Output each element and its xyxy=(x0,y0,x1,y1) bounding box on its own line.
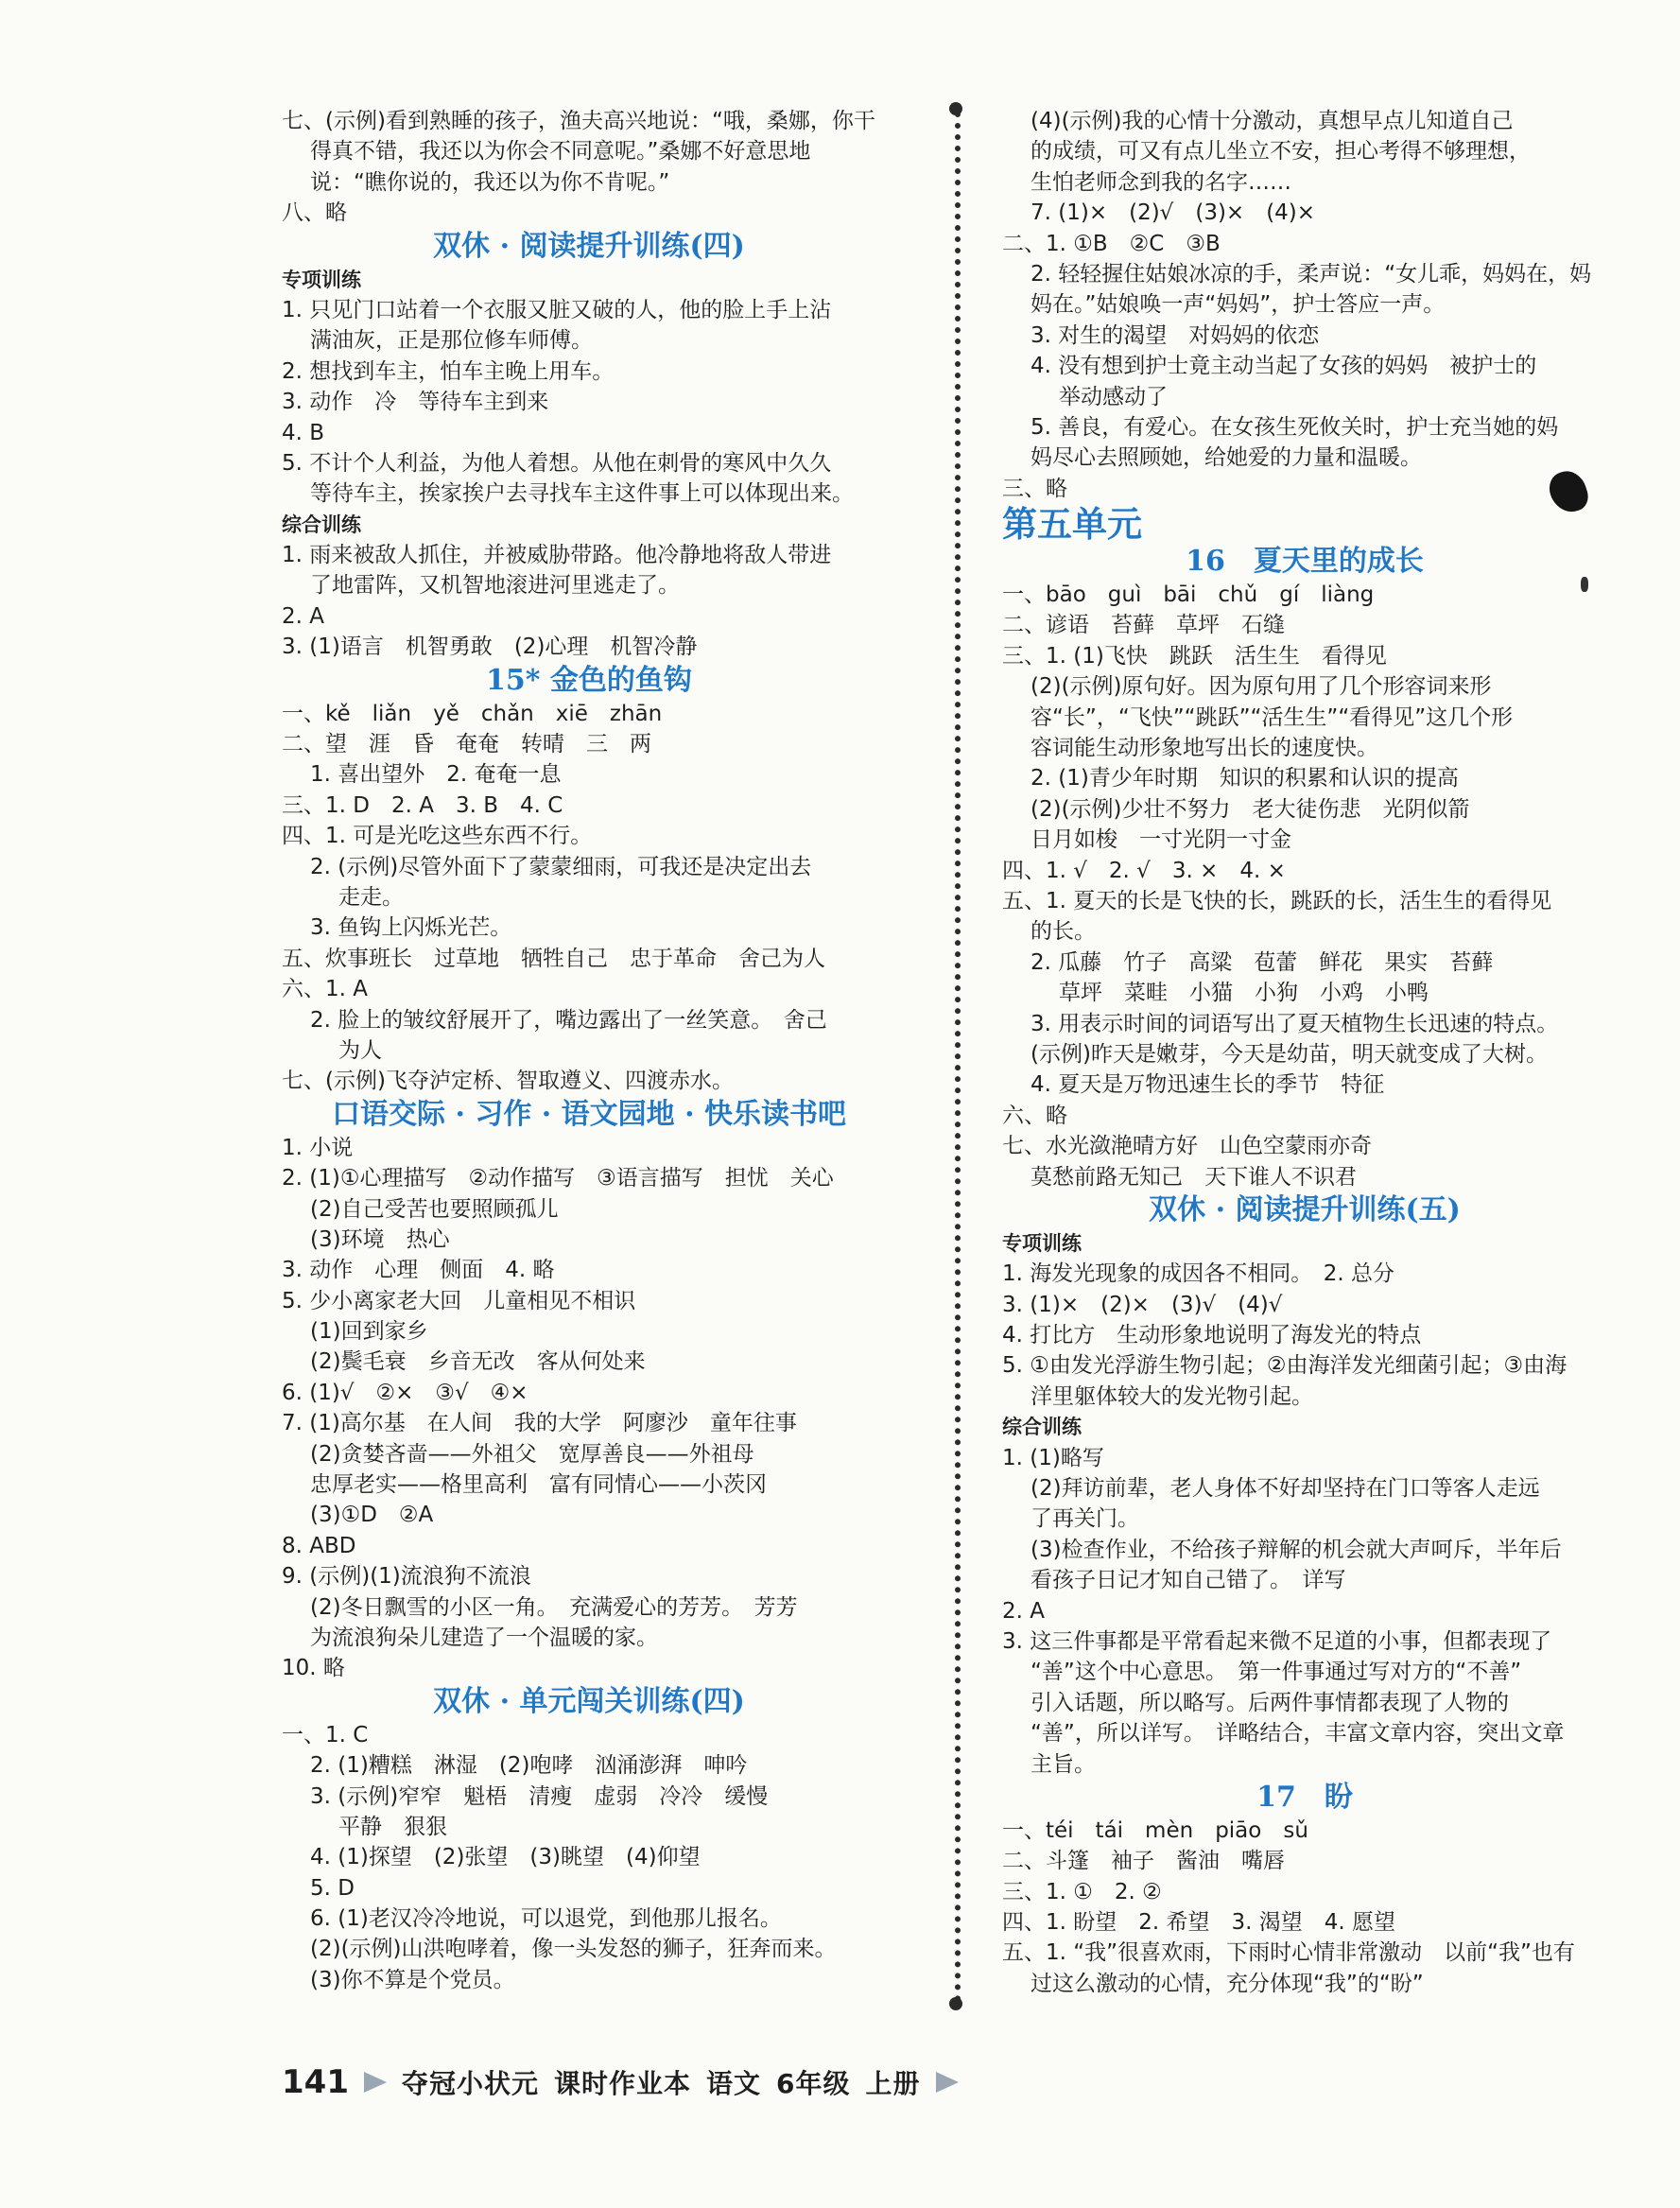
answer-line: 过这么激动的心情，充分体现“我”的“盼” xyxy=(1031,1971,1424,1996)
answer-line: (3)检查作业，不给孩子辩解的机会就大声呵斥，半年后 xyxy=(1031,1537,1562,1562)
answer-line: 平静 狠狠 xyxy=(338,1814,447,1839)
answer-line: 4. 夏天是万物迅速生长的季节 特征 xyxy=(1031,1072,1385,1098)
answer-line: 2. 想找到车主，怕车主晚上用车。 xyxy=(282,358,615,384)
answer-line: 草坪 菜畦 小猫 小狗 小鸡 小鸭 xyxy=(1059,981,1429,1006)
answer-line: 六、1. A xyxy=(282,977,368,1002)
answer-line: 2. (1)糟糕 淋湿 (2)咆哮 汹涌澎湃 呻吟 xyxy=(310,1753,748,1779)
answer-line: 三、1. (1)飞快 跳跃 活生生 看得见 xyxy=(1002,643,1387,669)
answer-line: 2. 脸上的皱纹舒展开了，嘴边露出了一丝笑意。 舍己 xyxy=(310,1007,827,1033)
answer-line: (2)(示例)少壮不努力 老大徒伤悲 光阴似箭 xyxy=(1031,796,1470,822)
answer-line: 五、炊事班长 过草地 牺牲自己 忠于革命 舍己为人 xyxy=(282,946,825,971)
answer-line: 三、略 xyxy=(1002,476,1067,501)
answer-line: 的成绩，可又有点儿坐立不安，担心考得不够理想， xyxy=(1031,139,1531,165)
arrow-icon xyxy=(936,2072,959,2093)
answer-line: 8. ABD xyxy=(282,1533,356,1558)
answer-line: 2. (示例)尽管外面下了蒙蒙细雨，可我还是决定出去 xyxy=(310,854,812,879)
answer-line: 3. 用表示时间的词语写出了夏天植物生长迅速的特点。 xyxy=(1031,1011,1559,1036)
right-column xyxy=(1002,106,1607,1999)
answer-line: 七、水光潋滟晴方好 山色空蒙雨亦奇 xyxy=(1002,1134,1372,1159)
answer-line: 二、谚语 苔藓 草坪 石缝 xyxy=(1002,613,1285,638)
answer-line: 举动感动了 xyxy=(1059,384,1168,409)
answer-line: 主旨。 xyxy=(1031,1751,1096,1777)
ink-speck xyxy=(1581,577,1588,592)
divider-dot-bottom xyxy=(949,1997,962,2010)
answer-line: 六、略 xyxy=(1002,1103,1067,1128)
answer-line: 3. (示例)窄窄 魁梧 清瘦 虚弱 冷冷 缓慢 xyxy=(310,1783,769,1809)
answer-line: 引入话题，所以略写。后两件事情都表现了人物的 xyxy=(1031,1690,1509,1715)
answer-line: 三、1. ① 2. ② xyxy=(1002,1879,1162,1904)
answer-line: 生怕老师念到我的名字…… xyxy=(1031,169,1291,195)
answer-line: 2. (1)青少年时期 知识的积累和认识的提高 xyxy=(1031,766,1459,791)
answer-line: 为流浪狗朵儿建造了一个温暖的家。 xyxy=(310,1625,658,1650)
section-heading: 口语交际 · 习作 · 语文园地 · 快乐读书吧 xyxy=(332,1097,846,1131)
answer-line: (2)冬日飘雪的小区一角。 充满爱心的芳芳。 芳芳 xyxy=(310,1594,798,1620)
answer-line: 莫愁前路无知己 天下谁人不识君 xyxy=(1031,1164,1357,1190)
answer-line: 二、望 涯 昏 奄奄 转晴 三 两 xyxy=(282,732,651,757)
answer-line: 1. (1)略写 xyxy=(1002,1445,1104,1470)
answer-line: (2)(示例)原句好。因为原句用了几个形容词来形 xyxy=(1031,674,1492,700)
answer-line: “善”这个中心意思。 第一件事通过写对方的“不善” xyxy=(1031,1660,1522,1685)
answer-line: (3)你不算是个党员。 xyxy=(310,1967,515,1992)
answer-line: 3. 对生的渴望 对妈妈的依恋 xyxy=(1031,322,1320,348)
answer-line: 忠厚老实——格里高利 富有同情心——小茨冈 xyxy=(310,1472,767,1498)
page-footer xyxy=(282,2060,959,2105)
answer-line: 七、(示例)飞夺泸定桥、智取遵义、四渡赤水。 xyxy=(282,1069,734,1094)
answer-line: 1. 雨来被敌人抓住，并被威胁带路。他冷静地将敌人带进 xyxy=(282,543,832,568)
answer-line: 10. 略 xyxy=(282,1656,345,1681)
answer-line: 满油灰，正是那位修车师傅。 xyxy=(310,328,593,354)
answer-line: 四、1. 盼望 2. 希望 3. 渴望 4. 愿望 xyxy=(1002,1910,1396,1936)
answer-line: 9. (示例)(1)流浪狗不流浪 xyxy=(282,1564,531,1590)
answer-line: 五、1. 夏天的长是飞快的长，跳跃的长，活生生的看得见 xyxy=(1002,888,1552,913)
answer-line: 的长。 xyxy=(1031,919,1096,945)
answer-line: 二、斗篷 袖子 酱油 嘴唇 xyxy=(1002,1849,1285,1874)
answer-line: 妈尽心去照顾她，给她爱的力量和温暖。 xyxy=(1031,445,1422,471)
subsection-label: 综合训练 xyxy=(282,513,361,536)
answer-line: 1. 喜出望外 2. 奄奄一息 xyxy=(310,762,562,788)
answer-line: 走走。 xyxy=(338,884,404,910)
answer-line: 3. 鱼钩上闪烁光芒。 xyxy=(310,915,512,941)
subsection-label: 专项训练 xyxy=(282,268,361,291)
subject: 语文 xyxy=(706,2068,762,2099)
answer-line: 4. B xyxy=(282,420,325,445)
answer-line: 得真不错，我还以为你会不同意呢。”桑娜不好意思地 xyxy=(310,139,811,165)
answer-line: 3. 动作 心理 侧面 4. 略 xyxy=(282,1258,555,1283)
answer-line: 6. (1)√ ②× ③√ ④× xyxy=(282,1380,528,1405)
answer-line: “善”，所以详写。 详略结合，丰富文章内容，突出文章 xyxy=(1031,1721,1565,1747)
answer-line: (2)(示例)山洪咆哮着，像一头发怒的狮子，狂奔而来。 xyxy=(310,1937,837,1962)
answer-line: 了再关门。 xyxy=(1031,1506,1139,1532)
subsection-label: 专项训练 xyxy=(1002,1231,1082,1255)
answer-line: 4. (1)探望 (2)张望 (3)眺望 (4)仰望 xyxy=(310,1845,701,1870)
answer-line: 1. 小说 xyxy=(282,1135,354,1160)
answer-line: 等待车主，挨家挨户去寻找车主这件事上可以体现出来。 xyxy=(310,481,854,507)
answer-line: 一、1. C xyxy=(282,1722,369,1747)
answer-line: 一、kě liǎn yě chǎn xiē zhān xyxy=(282,701,663,726)
answer-line: 日月如梭 一寸光阴一寸金 xyxy=(1031,827,1291,853)
answer-line: 4. 没有想到护士竟主动当起了女孩的妈妈 被护士的 xyxy=(1031,354,1537,379)
section-heading: 双休 · 阅读提升训练(五) xyxy=(1149,1192,1461,1226)
answer-line: (3)①D ②A xyxy=(310,1503,434,1528)
answer-line: 一、téi tái mèn piāo sǔ xyxy=(1002,1817,1308,1843)
answer-line: 5. 少小离家老大回 儿童相见不相识 xyxy=(282,1288,636,1313)
answer-line: 1. 只见门口站着一个衣服又脏又破的人，他的脸上手上沾 xyxy=(282,297,832,322)
answer-line: 1. 海发光现象的成因各不相同。 2. 总分 xyxy=(1002,1261,1395,1287)
answer-line: 5. ①由发光浮游生物引起；②由海洋发光细菌引起；③由海 xyxy=(1002,1353,1567,1379)
column-divider xyxy=(955,112,961,2003)
answer-line: 2. (1)①心理描写 ②动作描写 ③语言描写 担忧 关心 xyxy=(282,1166,834,1191)
answer-line: 3. 动作 冷 等待车主到来 xyxy=(282,390,549,415)
brand-name: 夺冠小状元 xyxy=(401,2068,539,2099)
answer-line: (示例)昨天是嫩芽，今天是幼苗，明天就变成了大树。 xyxy=(1031,1041,1548,1067)
left-column xyxy=(282,106,896,1995)
answer-line: 了地雷阵，又机智地滚进河里逃走了。 xyxy=(310,573,680,599)
answer-line: 二、1. ①B ②C ③B xyxy=(1002,231,1221,256)
answer-line: 三、1. D 2. A 3. B 4. C xyxy=(282,792,563,818)
answer-line: 3. (1)语言 机智勇敢 (2)心理 机智冷静 xyxy=(282,635,698,660)
section-heading: 双休 · 阅读提升训练(四) xyxy=(433,229,745,263)
answer-line: 5. 善良，有爱心。在女孩生死攸关时，护士充当她的妈 xyxy=(1031,414,1559,440)
unit-heading: 第五单元 xyxy=(1002,504,1142,545)
answer-line: 八、略 xyxy=(282,200,347,226)
subsection-label: 综合训练 xyxy=(1002,1416,1082,1439)
answer-line: 容词能生动形象地写出长的速度快。 xyxy=(1031,736,1378,761)
answer-line: 5. 不计个人利益，为他人着想。从他在刺骨的寒风中久久 xyxy=(282,450,832,476)
answer-line: 7. (1)× (2)√ (3)× (4)× xyxy=(1031,200,1316,226)
section-heading: 15* 金色的鱼钩 xyxy=(486,663,692,697)
answer-line: 妈在。”姑娘唤一声“妈妈”，护士答应一声。 xyxy=(1031,292,1446,318)
answer-line: 2. A xyxy=(1002,1598,1045,1624)
answer-line: 7. (1)高尔基 在人间 我的大学 阿廖沙 童年往事 xyxy=(282,1411,797,1436)
book-title: 课时作业本 xyxy=(554,2068,692,2099)
answer-line: 2. 瓜藤 竹子 高粱 苞蕾 鲜花 果实 苔藓 xyxy=(1031,949,1494,975)
section-heading: 16 夏天里的成长 xyxy=(1186,545,1424,579)
answer-line: (1)回到家乡 xyxy=(310,1319,428,1345)
term: 上册 xyxy=(865,2068,921,2099)
answer-line: 3. 这三件事都是平常看起来微不足道的小事，但都表现了 xyxy=(1002,1628,1552,1654)
answer-line: 4. 打比方 生动形象地说明了海发光的特点 xyxy=(1002,1323,1422,1348)
answer-line: 容“长”，“飞快”“跳跃”“活生生”“看得见”这几个形 xyxy=(1031,704,1514,730)
page-number: 141 xyxy=(282,2063,349,2101)
answer-line: (4)(示例)我的心情十分激动，真想早点儿知道自己 xyxy=(1031,109,1514,133)
section-heading: 双休 · 单元闯关训练(四) xyxy=(433,1684,745,1718)
answer-line: 说：“瞧你说的，我还以为你不肯呢。” xyxy=(310,169,670,195)
answer-line: 看孩子日记才知自己错了。 详写 xyxy=(1031,1568,1346,1593)
answer-line: 洋里躯体较大的发光物引起。 xyxy=(1031,1383,1313,1409)
section-heading: 17 盼 xyxy=(1256,1780,1353,1814)
answer-line: (2)自己受苦也要照顾孤儿 xyxy=(310,1196,559,1222)
answer-line: 5. D xyxy=(310,1875,355,1901)
answer-line: 四、1. 可是光吃这些东西不行。 xyxy=(282,824,593,849)
arrow-icon xyxy=(364,2072,387,2093)
answer-line: 七、(示例)看到熟睡的孩子，渔夫高兴地说：“哦，桑娜，你干 xyxy=(282,109,875,133)
answer-line: (2)鬓毛衰 乡音无改 客从何处来 xyxy=(310,1349,646,1375)
answer-line: (2)贪婪吝啬——外祖父 宽厚善良——外祖母 xyxy=(310,1441,754,1467)
answer-line: 3. (1)× (2)× (3)√ (4)√ xyxy=(1002,1292,1283,1317)
answer-line: 为人 xyxy=(338,1037,382,1063)
answer-line: (3)环境 热心 xyxy=(310,1226,450,1252)
answer-line: 6. (1)老汉冷冷地说，可以退党，到他那儿报名。 xyxy=(310,1906,782,1932)
answer-line: 一、bāo guì bāi chǔ gí liàng xyxy=(1002,582,1375,608)
answer-line: 四、1. √ 2. √ 3. × 4. × xyxy=(1002,858,1286,883)
answer-line: 2. 轻轻握住姑娘冰凉的手，柔声说：“女儿乖，妈妈在，妈 xyxy=(1031,261,1592,287)
answer-line: 2. A xyxy=(282,603,324,629)
answer-line: 五、1. “我”很喜欢雨，下雨时心情非常激动 以前“我”也有 xyxy=(1002,1940,1575,1966)
grade: 6年级 xyxy=(776,2068,851,2099)
answer-line: (2)拜访前辈，老人身体不好却坚持在门口等客人走远 xyxy=(1031,1476,1540,1502)
